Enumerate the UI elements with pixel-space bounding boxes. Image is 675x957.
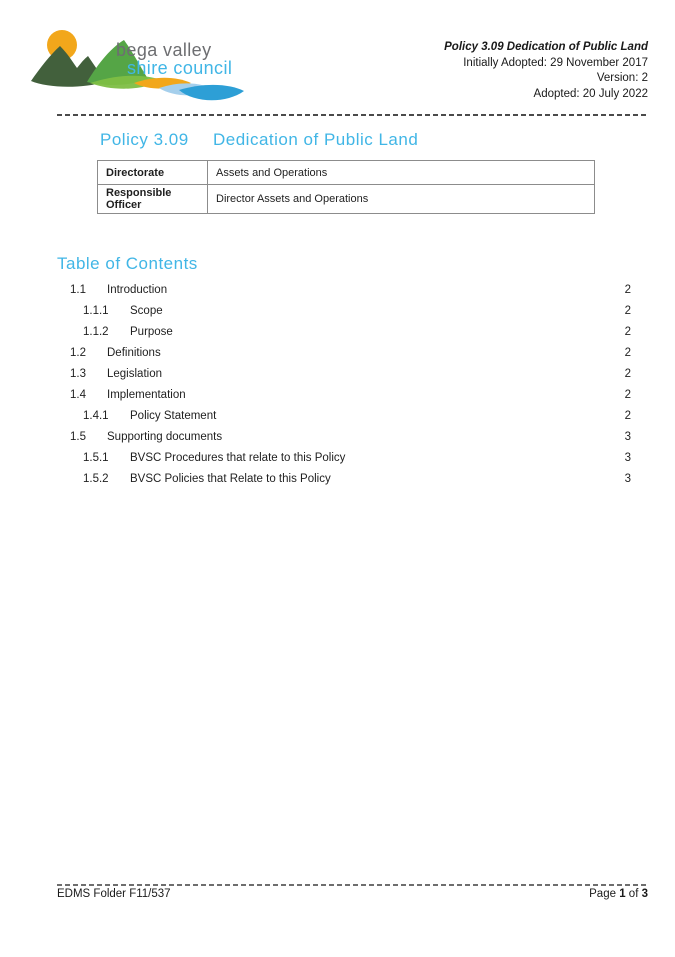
toc-entry-page: 2 bbox=[624, 347, 631, 359]
toc-entry-page: 3 bbox=[624, 431, 631, 443]
toc-entry-label: Definitions bbox=[107, 347, 161, 359]
toc-entry[interactable] bbox=[57, 427, 648, 448]
policy-name: Dedication of Public Land bbox=[213, 130, 419, 149]
toc-heading: Table of Contents bbox=[57, 254, 198, 273]
toc-list bbox=[57, 280, 648, 490]
toc-entry-number: 1.3 bbox=[70, 368, 86, 380]
logo-text-line1: bega valley bbox=[116, 40, 212, 60]
page-footer bbox=[57, 888, 648, 900]
toc-entry[interactable] bbox=[57, 322, 648, 343]
header-initially-adopted: Initially Adopted: 29 November 2017 bbox=[463, 56, 648, 69]
toc-entry-page: 2 bbox=[624, 368, 631, 380]
logo-text-line2: shire council bbox=[127, 58, 233, 78]
policy-number: Policy 3.09 bbox=[100, 130, 189, 149]
info-table-value: Director Assets and Operations bbox=[208, 185, 595, 214]
toc-entry-label: BVSC Procedures that relate to this Policy bbox=[130, 452, 346, 464]
toc-entry[interactable] bbox=[57, 385, 648, 406]
toc-entry-number: 1.5.2 bbox=[83, 473, 109, 485]
toc-entry[interactable] bbox=[57, 364, 648, 385]
toc-entry-label: Purpose bbox=[130, 326, 173, 338]
header-meta bbox=[444, 40, 648, 102]
footer-page-total: 3 bbox=[641, 888, 648, 900]
toc-entry-page: 3 bbox=[624, 473, 631, 485]
toc-entry-label: Introduction bbox=[107, 284, 168, 296]
toc-entry-number: 1.2 bbox=[70, 347, 86, 359]
toc-entry[interactable] bbox=[57, 469, 648, 490]
info-table-row bbox=[98, 185, 595, 214]
toc-entry-number: 1.1.1 bbox=[83, 305, 109, 317]
toc-entry-page: 2 bbox=[624, 389, 631, 401]
header-adopted: Adopted: 20 July 2022 bbox=[533, 87, 648, 100]
info-table-row bbox=[98, 161, 595, 185]
toc-entry[interactable] bbox=[57, 448, 648, 469]
footer-edms-folder: EDMS Folder F11/537 bbox=[57, 888, 171, 900]
info-table-value: Assets and Operations bbox=[208, 161, 595, 185]
council-logo bbox=[30, 28, 250, 110]
toc-entry-page: 2 bbox=[624, 305, 631, 317]
toc-entry-label: Scope bbox=[130, 305, 163, 317]
toc-entry-label: BVSC Policies that Relate to this Policy bbox=[130, 473, 331, 485]
toc-entry-number: 1.1 bbox=[70, 284, 86, 296]
toc-entry-page: 2 bbox=[624, 410, 631, 422]
toc-entry[interactable] bbox=[57, 406, 648, 427]
toc-entry[interactable] bbox=[57, 343, 648, 364]
info-table-body bbox=[98, 161, 595, 214]
policy-info-table bbox=[97, 160, 595, 214]
info-table-label: Responsible Officer bbox=[98, 185, 208, 214]
toc-entry-number: 1.4 bbox=[70, 389, 86, 401]
toc-entry-number: 1.5.1 bbox=[83, 452, 109, 464]
footer-page-number: 1 bbox=[619, 888, 626, 900]
toc-entry-label: Supporting documents bbox=[107, 431, 223, 443]
page-title bbox=[100, 130, 418, 150]
toc-entry-label: Implementation bbox=[107, 389, 186, 401]
toc-entry-number: 1.4.1 bbox=[83, 410, 109, 422]
header-divider bbox=[57, 114, 648, 116]
toc-entry[interactable] bbox=[57, 301, 648, 322]
footer-divider bbox=[57, 884, 648, 886]
footer-of-word: of bbox=[628, 888, 639, 900]
toc-entry-page: 2 bbox=[624, 326, 631, 338]
header-version: Version: 2 bbox=[596, 72, 648, 84]
info-table-label: Directorate bbox=[98, 161, 208, 185]
toc-entry-number: 1.5 bbox=[70, 431, 86, 443]
header-doc-ref: Policy 3.09 Dedication of Public Land bbox=[444, 41, 648, 53]
toc-entry-page: 3 bbox=[624, 452, 631, 464]
footer-page-indicator bbox=[589, 888, 648, 900]
footer-page-word: Page bbox=[589, 888, 616, 900]
toc-entry-label: Policy Statement bbox=[130, 410, 217, 422]
toc-entry[interactable] bbox=[57, 280, 648, 301]
toc-entry-label: Legislation bbox=[107, 368, 162, 380]
toc-entry-page: 2 bbox=[624, 284, 631, 296]
toc-entry-number: 1.1.2 bbox=[83, 326, 109, 338]
